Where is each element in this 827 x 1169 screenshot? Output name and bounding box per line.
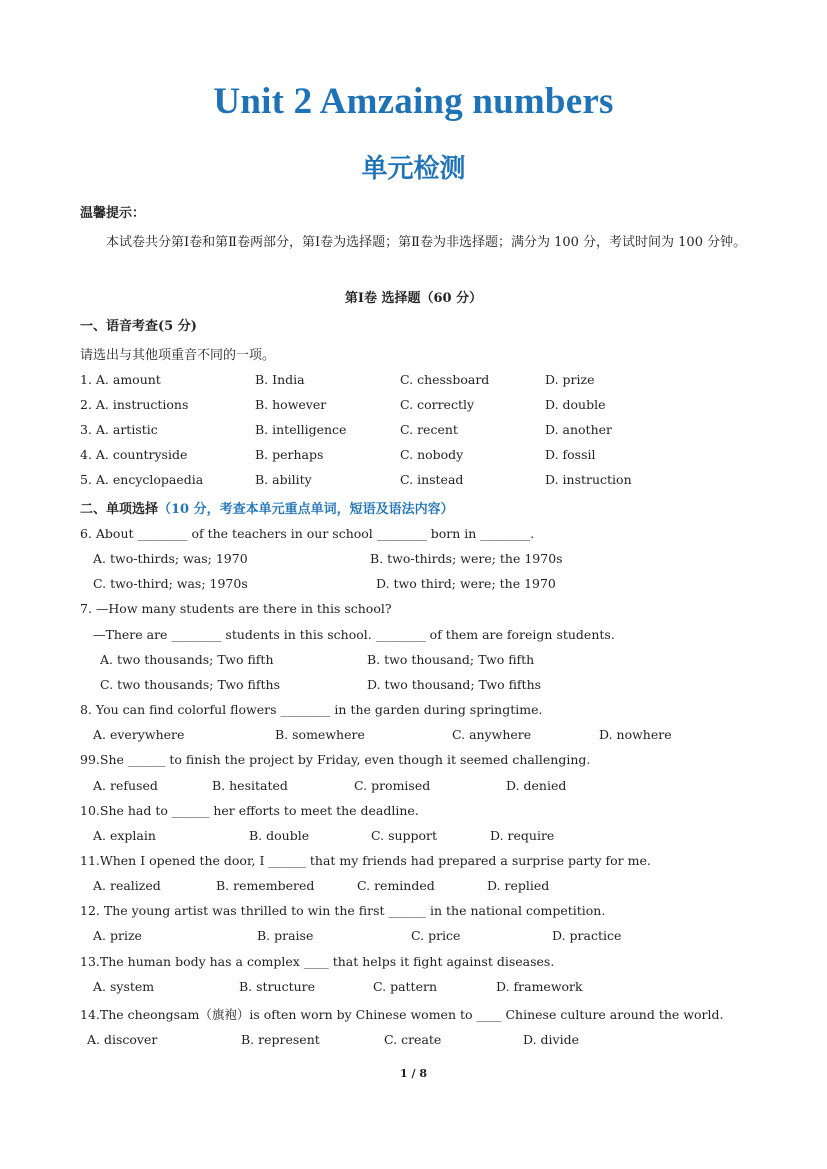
q1-option-a: 1. A. amount: [80, 372, 161, 387]
q1-option-c: C. chessboard: [400, 372, 490, 387]
q14-option-a: A. discover: [87, 1032, 158, 1047]
q3-option-b: B. intelligence: [255, 422, 347, 437]
q9-option-c: C. promised: [354, 778, 431, 793]
q7-stem-2: —There are ________ students in this school. ________ of them are foreign students.: [93, 627, 615, 642]
q5-option-a: 5. A. encyclopaedia: [80, 472, 204, 487]
q13-option-c: C. pattern: [373, 979, 437, 994]
section-2-heading-note: （10 分，考查本单元重点单词，短语及语法内容）: [158, 502, 454, 517]
q9-option-a: A. refused: [93, 778, 158, 793]
q5-option-d: D. instruction: [545, 472, 632, 487]
q8-option-b: B. somewhere: [275, 727, 365, 742]
document-subtitle: 单元检测: [361, 154, 466, 184]
q9-stem: 99.She ______ to finish the project by Friday, even though it seemed challenging.: [80, 752, 591, 767]
part-one-title: 第Ⅰ卷 选择题（60 分）: [344, 291, 483, 306]
q11-stem: 11.When I opened the door, I ______ that my friends had prepared a surprise party for me.: [80, 853, 651, 868]
q3-option-d: D. another: [545, 422, 612, 437]
q4-option-d: D. fossil: [545, 447, 596, 462]
q7-option-c: C. two thousands; Two fifths: [100, 677, 280, 692]
q3-option-c: C. recent: [400, 422, 458, 437]
q5-option-c: C. instead: [400, 472, 464, 487]
q8-option-c: C. anywhere: [452, 727, 532, 742]
q11-option-a: A. realized: [93, 878, 161, 893]
q10-option-a: A. explain: [93, 828, 156, 843]
section-2-heading: [80, 498, 454, 517]
q13-option-d: D. framework: [496, 979, 583, 994]
q7-option-a: A. two thousands; Two fifth: [100, 652, 274, 667]
q2-option-a: 2. A. instructions: [80, 397, 189, 412]
q3-option-a: 3. A. artistic: [80, 422, 158, 437]
q2-option-d: D. double: [545, 397, 606, 412]
q6-option-d: D. two third; were; the 1970: [376, 576, 556, 591]
q6-option-c: C. two-third; was; 1970s: [93, 576, 248, 591]
q7-option-b: B. two thousand; Two fifth: [367, 652, 535, 667]
q13-option-b: B. structure: [239, 979, 316, 994]
intro-paragraph: 本试卷共分第Ⅰ卷和第Ⅱ卷两部分，第Ⅰ卷为选择题；第Ⅱ卷为非选择题；满分为 100 分，考试时间为 100 分钟。: [106, 235, 747, 250]
q10-option-b: B. double: [249, 828, 310, 843]
q12-stem: 12. The young artist was thrilled to win the first ______ in the national competition.: [80, 903, 606, 918]
q9-option-b: B. hesitated: [212, 778, 288, 793]
q8-stem: 8. You can find colorful flowers ________ in the garden during springtime.: [80, 702, 543, 717]
q13-stem: 13.The human body has a complex ____ that helps it fight against diseases.: [80, 954, 555, 969]
q12-option-c: C. price: [411, 928, 461, 943]
q8-option-a: A. everywhere: [93, 727, 185, 742]
q2-option-c: C. correctly: [400, 397, 475, 412]
q6-stem: 6. About ________ of the teachers in our school ________ born in ________.: [80, 526, 535, 541]
q4-option-c: C. nobody: [400, 447, 464, 462]
q10-option-c: C. support: [371, 828, 438, 843]
q1-option-d: D. prize: [545, 372, 595, 387]
q11-option-d: D. replied: [487, 878, 550, 893]
q10-stem: 10.She had to ______ her efforts to meet the deadline.: [80, 803, 419, 818]
q2-option-b: B. however: [255, 397, 327, 412]
q11-option-b: B. remembered: [216, 878, 315, 893]
q4-option-a: 4. A. countryside: [80, 447, 188, 462]
q12-option-d: D. practice: [552, 928, 622, 943]
q4-option-b: B. perhaps: [255, 447, 324, 462]
section-2-heading-text: 二、单项选择: [80, 502, 159, 517]
document-title: Unit 2 Amzaing numbers: [213, 81, 614, 122]
q7-stem: 7. —How many students are there in this school?: [80, 601, 392, 616]
q14-stem: 14.The cheongsam（旗袍）is often worn by Chinese women to ____ Chinese culture around the world.: [80, 1007, 724, 1022]
page-number: 1 / 8: [400, 1067, 427, 1080]
section-1-instruction: 请选出与其他项重音不同的一项。: [80, 348, 276, 363]
q13-option-a: A. system: [93, 979, 155, 994]
q7-option-d: D. two thousand; Two fifths: [367, 677, 542, 692]
q11-option-c: C. reminded: [357, 878, 435, 893]
q6-option-b: B. two-thirds; were; the 1970s: [370, 551, 563, 566]
q9-option-d: D. denied: [506, 778, 567, 793]
tip-label: 温馨提示：: [80, 206, 146, 221]
q1-option-b: B. India: [255, 372, 305, 387]
q12-option-b: B. praise: [257, 928, 314, 943]
q10-option-d: D. require: [490, 828, 555, 843]
q12-option-a: A. prize: [93, 928, 142, 943]
q6-option-a: A. two-thirds; was; 1970: [93, 551, 248, 566]
q8-option-d: D. nowhere: [599, 727, 672, 742]
q5-option-b: B. ability: [255, 472, 312, 487]
section-1-heading: 一、语音考查(5 分): [80, 319, 197, 334]
q14-option-b: B. represent: [241, 1032, 320, 1047]
q14-option-d: D. divide: [523, 1032, 579, 1047]
q14-option-c: C. create: [384, 1032, 442, 1047]
